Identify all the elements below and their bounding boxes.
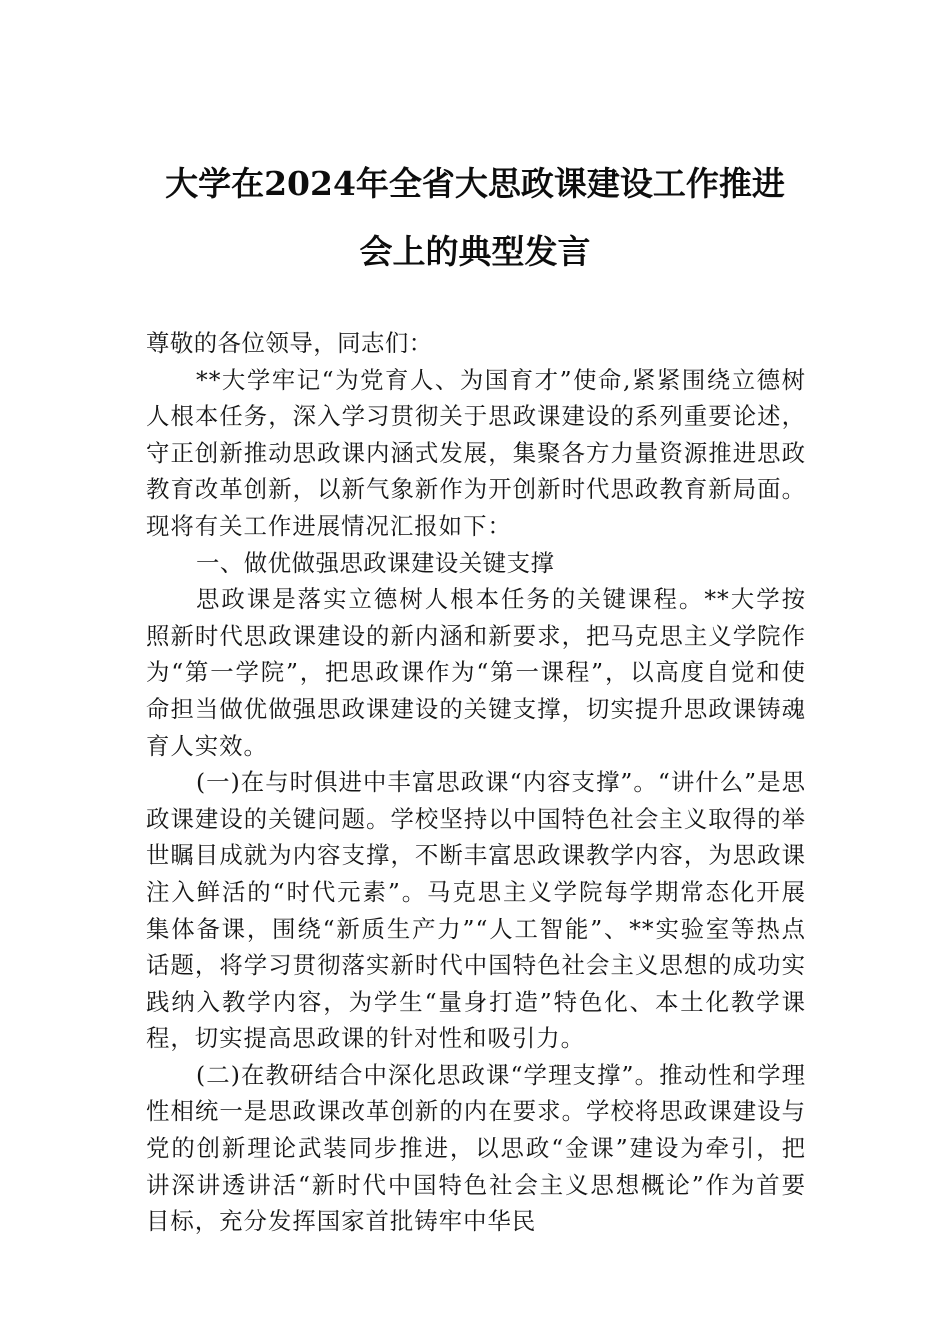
subsection-1-body: “讲什么”是思政课建设的关键问题。学校坚持以中国特色社会主义取得的举世瞩目成就为内容支撑，不断丰富思政课教学内容，为思政课注入鲜活的“时代元素”。马克思主义学院每学期常态化开展集体备课，围绕“新质生产力”“人工智能”、**实验室等热点话题，将学习贯彻落实新时代中国特色社会主义思想的成功实践纳入教学内容，为学生“量身打造”特色化、本土化教学课程，切实提高思政课的针对性和吸引力。 bbox=[146, 768, 806, 1053]
subsection-2-body: 推动性和学理性相统一是思政课改革创新的内在要求。学校将思政课建设与党的创新理论武装同步推进，以思政“金课”建设为牵引，把讲深讲透讲活“新时代中国特色社会主义思想概论”作为首要目标，充分发挥国家首批铸牢中华民 bbox=[146, 1060, 806, 1236]
section-1-paragraph: 思政课是落实立德树人根本任务的关键课程。**大学按照新时代思政课建设的新内涵和新要求，把马克思主义学院作为“第一学院”，把思政课作为“第一课程”，以高度自觉和使命担当做优做强思政课建设的关键支撑，切实提升思政课铸魂育人实效。 bbox=[146, 585, 806, 760]
subsection-1-paragraph bbox=[146, 764, 806, 1057]
document-title-line-2: 会上的典型发言 bbox=[359, 232, 591, 271]
subsection-2-label: (二)在教研结合中深化思政课“学理支撑”。 bbox=[196, 1060, 660, 1089]
section-heading-1: 一、做优做强思政课建设关键支撑 bbox=[196, 548, 555, 577]
document-title-line-1: 大学在2024年全省大思政课建设工作推进 bbox=[165, 164, 785, 203]
salutation: 尊敬的各位领导，同志们： bbox=[146, 329, 433, 357]
subsection-1-label: (一)在与时俱进中丰富思政课“内容支撑”。 bbox=[196, 768, 658, 797]
subsection-2-paragraph bbox=[146, 1057, 806, 1240]
intro-paragraph: **大学牢记“为党育人、为国育才”使命,紧紧围绕立德树人根本任务，深入学习贯彻关于思政课建设的系列重要论述，守正创新推动思政课内涵式发展，集聚各方力量资源推进思政教育改革创新，以新气象新作为开创新时代思政教育新局面。现将有关工作进展情况汇报如下： bbox=[146, 365, 806, 540]
document-body bbox=[146, 325, 806, 1240]
